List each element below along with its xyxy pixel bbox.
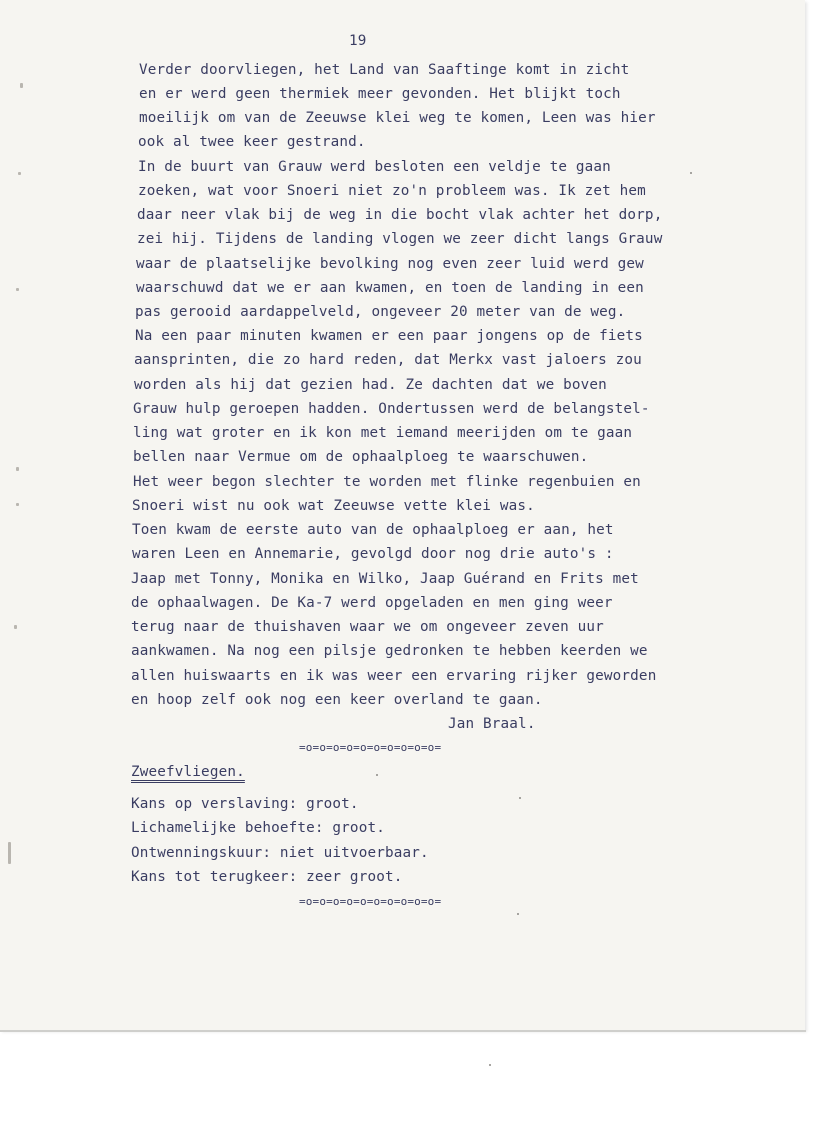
body-line: moeilijk om van de Zeeuwse klei weg te komen, Leen was hier — [139, 110, 656, 126]
body-line: waarschuwd dat we er aan kwamen, en toen de landing in een — [136, 280, 644, 296]
body-line: worden als hij dat gezien had. Ze dachten dat we boven — [134, 377, 607, 393]
body-line: waren Leen en Annemarie, gevolgd door nog drie auto's : — [132, 546, 614, 562]
body-line: waar de plaatselijke bevolking nog even zeer luid werd gew — [136, 256, 644, 272]
paper-speck — [690, 172, 692, 174]
binding-mark — [18, 172, 21, 175]
paper-speck — [519, 797, 521, 799]
author-signature: Jan Braal. — [448, 716, 536, 732]
list-line: Ontwenningskuur: niet uitvoerbaar. — [131, 845, 429, 861]
body-line: bellen naar Vermue om de ophaalploeg te waarschuwen. — [133, 449, 589, 465]
separator-line: =o=o=o=o=o=o=o=o=o=o= — [299, 741, 442, 754]
body-line: pas gerooid aardappelveld, ongeveer 20 meter van de weg. — [135, 304, 626, 320]
paper-speck — [489, 1064, 491, 1066]
binding-mark — [14, 625, 17, 629]
list-line: Kans op verslaving: groot. — [131, 796, 359, 812]
body-line: en er werd geen thermiek meer gevonden. Het blijkt toch — [139, 86, 621, 102]
binding-mark — [16, 467, 19, 471]
body-line: aansprinten, die zo hard reden, dat Merkx vast jaloers zou — [134, 352, 642, 368]
body-line: Snoeri wist nu ook wat Zeeuwse vette klei was. — [132, 498, 535, 514]
body-line: Grauw hulp geroepen hadden. Ondertussen werd de belangstel- — [133, 401, 650, 417]
body-line: Na een paar minuten kwamen er een paar jongens op de fiets — [135, 328, 643, 344]
list-line: Lichamelijke behoefte: groot. — [131, 820, 385, 836]
separator-line: =o=o=o=o=o=o=o=o=o=o= — [299, 895, 442, 908]
body-line: en hoop zelf ook nog een keer overland te gaan. — [131, 692, 543, 708]
body-line: Verder doorvliegen, het Land van Saaftinge komt in zicht — [139, 62, 630, 78]
binding-mark — [8, 842, 11, 864]
binding-mark — [20, 83, 23, 88]
body-line: aankwamen. Na nog een pilsje gedronken te hebben keerden we — [131, 643, 648, 659]
binding-mark — [16, 503, 19, 506]
body-line: In de buurt van Grauw werd besloten een veldje te gaan — [138, 159, 611, 175]
body-line: zoeken, wat voor Snoeri niet zo'n probleem was. Ik zet hem — [138, 183, 646, 199]
page-number: 19 — [349, 33, 367, 49]
section-heading: Zweefvliegen. — [131, 764, 245, 780]
body-line: Jaap met Tonny, Monika en Wilko, Jaap Guérand en Frits met — [131, 571, 639, 587]
body-line: terug naar de thuishaven waar we om ongeveer zeven uur — [131, 619, 604, 635]
body-line: ook al twee keer gestrand. — [138, 134, 366, 150]
sheet-bottom-edge — [0, 1030, 806, 1032]
body-line: Het weer begon slechter te worden met flinke regenbuien en — [133, 474, 641, 490]
body-line: Toen kwam de eerste auto van de ophaalploeg er aan, het — [132, 522, 614, 538]
body-line: allen huiswaarts en ik was weer een ervaring rijker geworden — [131, 668, 657, 684]
body-line: zei hij. Tijdens de landing vlogen we zeer dicht langs Grauw — [137, 231, 663, 247]
body-line: ling wat groter en ik kon met iemand meerijden om te gaan — [133, 425, 633, 441]
list-line: Kans tot terugkeer: zeer groot. — [131, 869, 403, 885]
body-line: daar neer vlak bij de weg in die bocht vlak achter het dorp, — [137, 207, 663, 223]
paper-speck — [376, 774, 378, 776]
body-line: de ophaalwagen. De Ka-7 werd opgeladen en men ging weer — [131, 595, 613, 611]
paper-speck — [517, 913, 519, 915]
binding-mark — [16, 288, 19, 291]
